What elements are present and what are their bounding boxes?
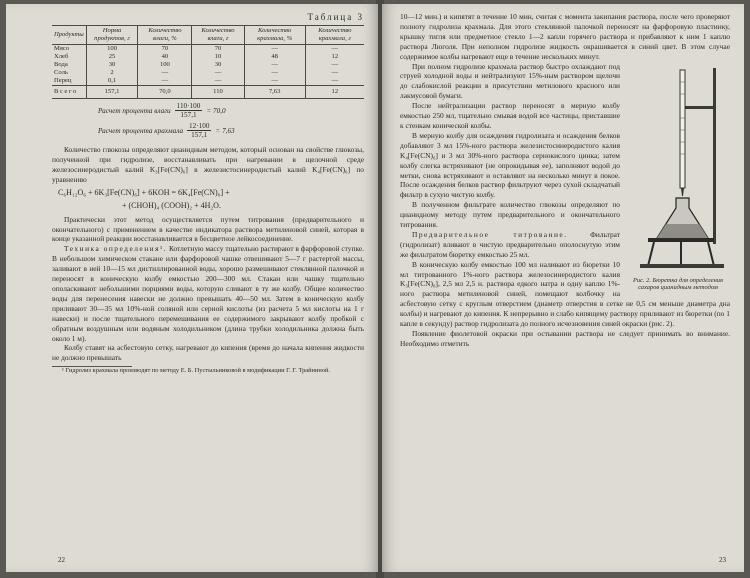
paragraph: Появление фиолетовой окраски при остывании раствора не следует принимать во внимание. Необходимо отметить xyxy=(400,329,730,348)
table-header: Количество крахмала, % xyxy=(244,26,305,45)
flask-liquid xyxy=(657,224,708,238)
right-page xyxy=(382,4,744,572)
table-cell: 40 xyxy=(138,53,192,61)
paragraph: В мерную колбу для осаждения гидролизата и осаждения белков добавляют 3 мл 15%-ного раствора железистосинеродистого калия K₄[Fe(CN)₆] и 3 мл 30%-ного раствора сернокислого цинка; затем колбу слегка встряхивают (не опрокидывая ее), заполняют водой до метки, снова встряхивают и оставляют на несколько минут в покое. После осаждения белков раствор фильтруют через сухой складчатый фильтр в сухую чистую колбу. xyxy=(400,130,620,200)
footnote: ¹ Гидролиз крахмала производят по методу Е. Б. Пустыльниковой в модификации Г. Г. Трайниной. xyxy=(62,367,331,375)
burette-apparatus-illustration xyxy=(626,62,730,270)
paragraph: 10—12 мин.) и кипятят в течение 10 мин, считая с момента закипания раствора, после чего проверяют полноту гидролиза крахмала. Для этого стеклянной палочкой переносят на фарфоровую пластинку, крышку тигля или предметное стекло 1—2 капли горячего раствора и прибавляют к ним 1 каплю раствора Люголя. При неполном гидролизе жидкость окрашивается в синий цвет. В этом случае содержимое колбы нагревают еще в течение нескольких минут. xyxy=(400,12,730,61)
table-row xyxy=(52,69,364,77)
table-cell: 70 xyxy=(192,45,244,54)
fraction xyxy=(187,122,211,139)
paragraph: Практически этот метод осуществляется путем титрования (предварительного и окончательного) с применением в качестве индикатора раствора метиленовой синей, которая в конце указанной реакции восстанавливается в бесцветное лейкосоединение. xyxy=(52,214,364,244)
left-page xyxy=(6,4,378,572)
table-cell: 2 xyxy=(86,69,138,77)
table-title: Таблица 3 xyxy=(307,12,364,22)
table-cell: 25 xyxy=(86,53,138,61)
formula-label: Расчет процента крахмала xyxy=(98,126,184,135)
section-heading: Предварительное титрование. xyxy=(412,229,568,239)
stand-rod xyxy=(713,68,716,244)
table-cell: — xyxy=(244,69,305,77)
numerator: 110·100 xyxy=(176,102,201,110)
table-cell: 100 xyxy=(138,61,192,69)
paragraph: Количество глюкозы определяют цианидным методом, который основан на свойстве глюкозы, полученной при гидролизе, восстанавливать при нагревании в щелочной среде железосинеродистый калий K₃[Fe(CN)₆] в железистосинеродистый калий K₄[Fe(CN)₆] по уравнению xyxy=(52,145,364,184)
table-cell: 70,0 xyxy=(138,86,192,99)
formula-result: = 70,0 xyxy=(206,106,226,115)
table-cell: Перец xyxy=(52,77,86,86)
table-cell: — xyxy=(331,61,339,68)
clamp-arm xyxy=(682,106,716,109)
table-cell: 0,1 xyxy=(86,77,138,86)
table-row xyxy=(52,61,364,69)
table-header: Норма продуктов, г xyxy=(86,26,138,45)
table-cell: 10 xyxy=(192,53,244,61)
table-cell: — xyxy=(331,45,339,52)
table-row xyxy=(52,77,364,86)
burette-figure xyxy=(626,62,730,296)
table-cell: 157,1 xyxy=(86,86,138,99)
paragraph: После нейтрализации раствор переносят в мерную колбу емкостью 250 мл, тщательно смывая водой все частицы, приставшие к стенкам конической колбы. xyxy=(400,101,620,130)
burette-tube xyxy=(680,70,685,188)
chemical-equation-cont: + (CHOH)₄ (COOH)₂ + 4H₂O. xyxy=(122,200,221,210)
section-heading: Техника определения¹. xyxy=(64,244,168,254)
formula-result: = 7,63 xyxy=(215,126,235,135)
paragraph: При полном гидролизе крахмала раствор быстро охлаждают под струей холодной воды и нейтрализуют 15%-ным раствором щелочи до слабокислой реакции в присутствии метилового красного или лакмусовой бумаги. xyxy=(400,61,620,101)
figure-caption: Рис. 2. Бюретка для определения сахаров цианидным методом xyxy=(633,276,723,292)
moisture-formula xyxy=(98,102,364,119)
asbestos-gauze xyxy=(648,238,714,242)
table-cell: 12 xyxy=(331,53,339,60)
page-number: 22 xyxy=(58,556,65,564)
table-cell: — xyxy=(138,69,192,77)
table-cell: Всего xyxy=(52,86,86,99)
paragraph: В коническую колбу емкостью 100 мл наливают из бюретки 10 мл титрованного 1%-ного раствора железосинеродистого калия K₃[Fe(CN)₆], 2,5 мл 2,5 н. раствора едкого натра и одну каплю 1%-ного раствора метиленовой синей, помещают колбочку на асбестовую сетку с круглым отверстием (диаметр отверстия в сетке не 0,5 см меньше диаметра дна колбы) и нагревают до кипения. К непрерывно и слабо кипящему раствору приливают из бюретки (по 1 капле в секунду) раствор гидролизата до полного исчезновения синей окраски (рис. 2). xyxy=(400,259,730,329)
page-number: 23 xyxy=(719,556,726,564)
table-cell: Соль xyxy=(52,69,86,77)
table-cell: — xyxy=(244,61,305,69)
table-cell: 12 xyxy=(305,86,364,99)
paragraph-text: Фильтрат (гидролизат) вливают в чистую предварительно ополоснутую этим же фильтратом бюретку емкостью 25 мл. xyxy=(400,229,620,259)
table-row xyxy=(52,45,364,54)
table-cell: 30 xyxy=(86,61,138,69)
paragraph-text: Котлетную массу тщательно растирают в фарфоровой ступке. В небольшом химическом стакане или фарфоровой чашке отвешивают 5—7 г растертой массы, заливают в ней 10—15 мл дистиллированной воды, хорошо размешивают стеклянной палочкой и переносят в коническую колбу емкостью 200—300 мл. Стакан или чашку тщательно ополаскивают небольшими порциями воды, которую сливают в ту же колбу. Общее количество воды для перенесения навески не должно превышать 40—50 мл. Затем в коническую колбу приливают 30—35 мл 10%-ной соляной или серной кислоты (из расчета 5 мл кислоты на 1 г навески) и после тщательного перемешивания ее содержимого закрывают колбу пробкой с обратным воздушным или водяным холодильником (длина трубки холодильника должна быть около 1 м). xyxy=(52,244,364,343)
table-cell: 30 xyxy=(192,61,244,69)
table-cell: Вода xyxy=(52,61,86,69)
table-header: Количество влаги, % xyxy=(138,26,192,45)
table-cell: Хлеб xyxy=(52,53,86,61)
table-cell: — xyxy=(244,77,305,86)
fraction xyxy=(175,102,203,119)
stand-base xyxy=(640,264,724,268)
table-cell: — xyxy=(192,69,244,77)
numerator: 12·100 xyxy=(189,122,210,130)
burette-tip xyxy=(681,188,684,196)
chemical-equation: C₆H₁₂O₆ + 6K₃[Fe(CN)₆] + 6KOH = 6K₄[Fe(CN)₆] + xyxy=(58,187,230,197)
table-cell: — xyxy=(244,45,305,54)
table-cell: — xyxy=(331,77,339,84)
starch-formula xyxy=(98,122,364,139)
table-row xyxy=(52,53,364,61)
table-header: Количество крахмала, г xyxy=(305,26,364,45)
table-cell: 100 xyxy=(86,45,138,54)
denominator: 157,1 xyxy=(191,131,208,139)
paragraph: Колбу ставят на асбестовую сетку, нагревают до кипения (время до начала кипения жидкости не должно превышать xyxy=(52,343,364,363)
table-header-row xyxy=(52,26,364,45)
table-cell: — xyxy=(138,77,192,86)
table-total-row xyxy=(52,86,364,99)
table-header: Продукты xyxy=(52,26,86,45)
denominator: 157,1 xyxy=(180,111,197,119)
nutrient-table xyxy=(52,25,364,99)
table-cell: 110 xyxy=(192,86,244,99)
table-cell: 7,63 xyxy=(244,86,305,99)
table-cell: — xyxy=(331,69,339,76)
paragraph: В полученном фильтрате количество глюкозы определяют по цианидному методу путем предварительного и окончательного титрования. xyxy=(400,200,620,230)
table-cell: Мясо xyxy=(52,45,86,54)
table-cell: — xyxy=(192,77,244,86)
formula-label: Расчет процента влаги xyxy=(98,106,171,115)
table-header: Количество влаги, г xyxy=(192,26,244,45)
table-cell: 48 xyxy=(244,53,305,61)
paragraph xyxy=(52,244,364,343)
table-cell: 70 xyxy=(138,45,192,54)
